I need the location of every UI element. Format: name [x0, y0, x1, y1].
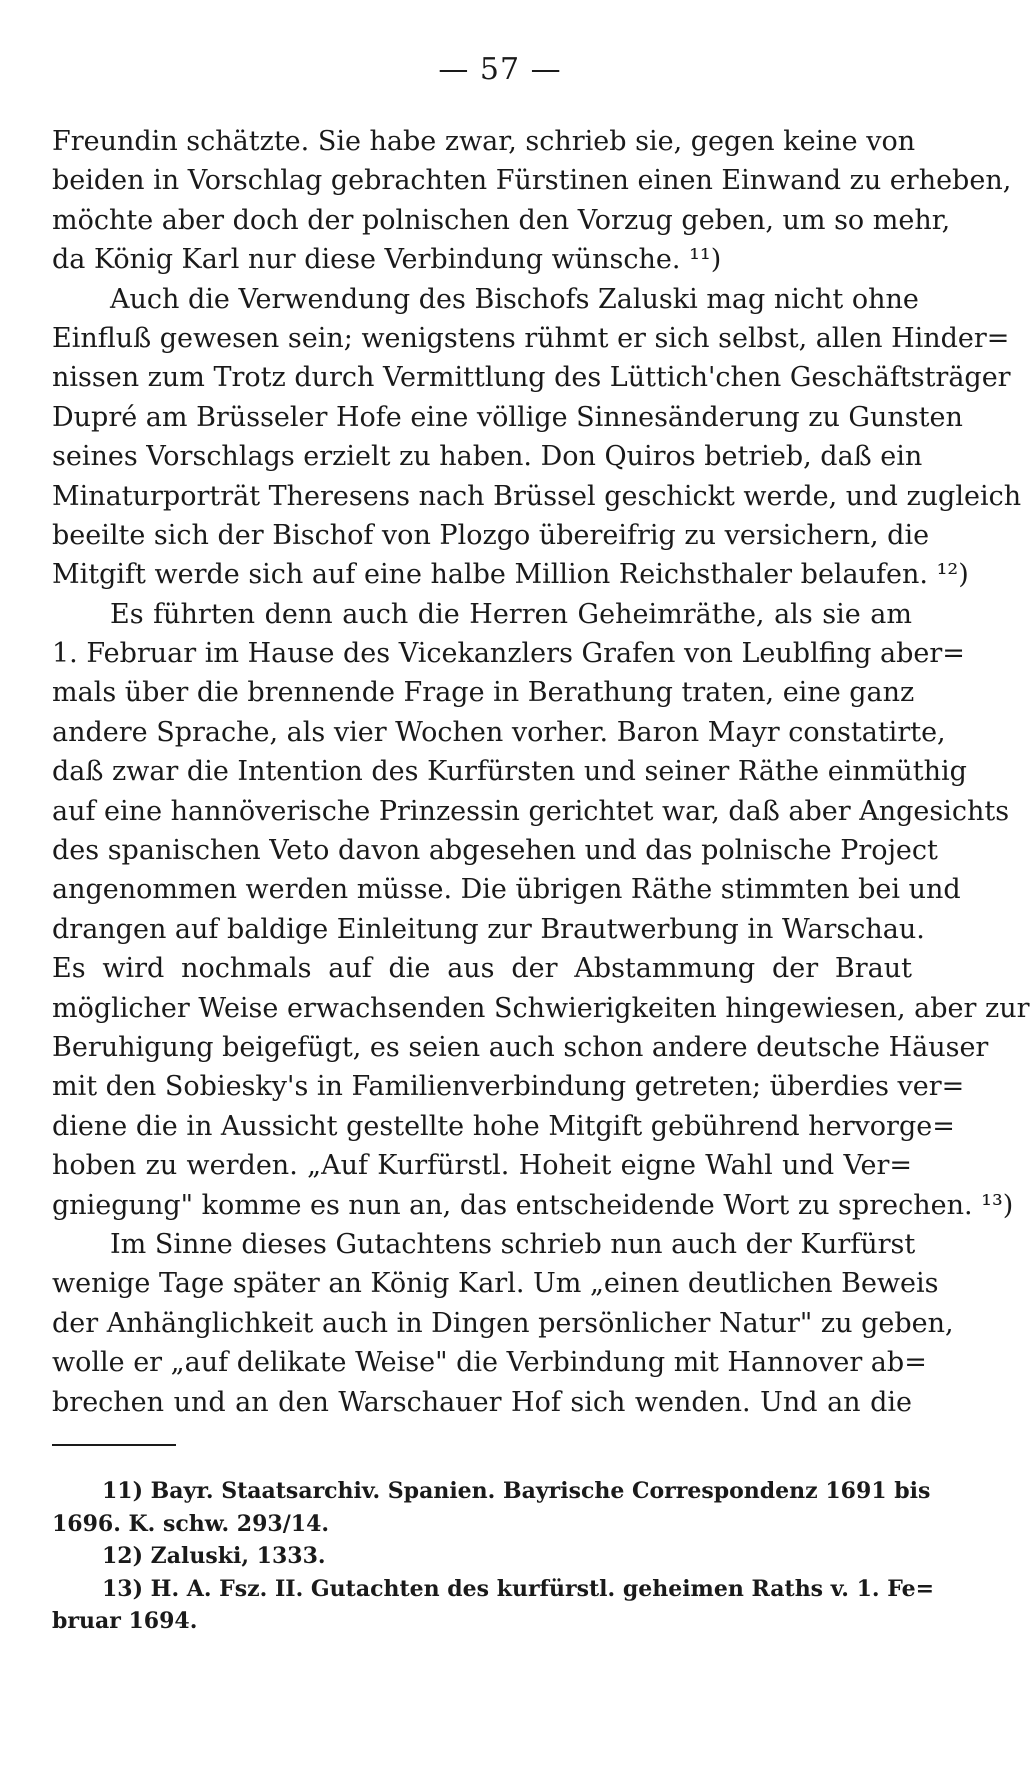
- footnote-line: 11) Bayr. Staatsarchiv. Spanien. Bayrische Correspondenz 1691 bis: [102, 1478, 931, 1504]
- footnote-divider: [52, 1444, 176, 1446]
- text-line: Im Sinne dieses Gutachtens schrieb nun auch der Kurfürst: [110, 1228, 916, 1260]
- text-line: möglicher Weise erwachsenden Schwierigkeiten hingewiesen, aber zur: [52, 992, 1030, 1024]
- footnote-line: 1696. K. schw. 293/14.: [52, 1510, 330, 1537]
- text-line: Auch die Verwendung des Bischofs Zaluski mag nicht ohne: [110, 283, 919, 315]
- text-line: hoben zu werden. „Auf Kurfürstl. Hoheit eigne Wahl und Ver=: [52, 1150, 912, 1182]
- text-line: nissen zum Trotz durch Vermittlung des Lüttich'chen Geschäftsträger: [52, 362, 1011, 394]
- text-line: auf eine hannöverische Prinzessin gerichtet war, daß aber Angesichts: [52, 795, 1010, 827]
- text-line: 1. Februar im Hause des Vicekanzlers Grafen von Leublfing aber=: [52, 638, 965, 670]
- text-line: mals über die brennende Frage in Berathung traten, eine ganz: [52, 677, 915, 709]
- text-line: seines Vorschlags erzielt zu haben. Don Quiros betrieb, daß ein: [52, 441, 923, 473]
- text-line: wenige Tage später an König Karl. Um „einen deutlichen Beweis: [52, 1268, 939, 1300]
- text-line: Einfluß gewesen sein; wenigstens rühmt er sich selbst, allen Hinder=: [52, 322, 1010, 354]
- text-line: wolle er „auf delikate Weise" die Verbindung mit Hannover ab=: [52, 1347, 927, 1379]
- text-line: angenommen werden müsse. Die übrigen Räthe stimmten bei und: [52, 874, 961, 906]
- text-line: diene die in Aussicht gestellte hohe Mitgift gebührend hervorge=: [52, 1110, 955, 1142]
- footnote-line: bruar 1694.: [52, 1608, 198, 1635]
- text-line: Mitgift werde sich auf eine halbe Million Reichsthaler belaufen. ¹²): [52, 559, 969, 591]
- text-line: gniegung" komme es nun an, das entscheidende Wort zu sprechen. ¹³): [52, 1189, 1014, 1221]
- text-line: daß zwar die Intention des Kurfürsten und seiner Räthe einmüthig: [52, 756, 967, 788]
- footnotes: [52, 1475, 935, 1638]
- text-line: Dupré am Brüsseler Hofe eine völlige Sinnesänderung zu Gunsten: [52, 401, 963, 433]
- text-line: drangen auf baldige Einleitung zur Brautwerbung in Warschau.: [52, 913, 925, 945]
- text-line: brechen und an den Warschauer Hof sich wenden. Und an die: [52, 1386, 912, 1418]
- text-line: der Anhänglichkeit auch in Dingen persönlicher Natur" zu geben,: [52, 1307, 954, 1339]
- footnote-line: 12) Zaluski, 1333.: [102, 1543, 326, 1570]
- text-line: Es führten denn auch die Herren Geheimräthe, als sie am: [110, 598, 912, 630]
- body-text: [52, 122, 1030, 1422]
- footnote-line: 13) H. A. Fsz. II. Gutachten des kurfürstl. geheimen Raths v. 1. Fe=: [102, 1575, 935, 1602]
- text-line: Minaturporträt Theresens nach Brüssel geschickt werde, und zugleich: [52, 480, 1022, 512]
- text-line: andere Sprache, als vier Wochen vorher. Baron Mayr constatirte,: [52, 716, 946, 748]
- text-line: möchte aber doch der polnischen den Vorzug geben, um so mehr,: [52, 204, 951, 236]
- text-line: mit den Sobiesky's in Familienverbindung getreten; überdies ver=: [52, 1071, 965, 1103]
- text-line: Beruhigung beigefügt, es seien auch schon andere deutsche Häuser: [52, 1031, 989, 1063]
- text-line: beiden in Vorschlag gebrachten Fürstinen einen Einwand zu erheben,: [52, 165, 1012, 197]
- text-line: Es wird nochmals auf die aus der Abstammung der Braut: [52, 953, 912, 985]
- text-line: beeilte sich der Bischof von Plozgo übereifrig zu versichern, die: [52, 519, 930, 551]
- text-line: Freundin schätzte. Sie habe zwar, schrieb sie, gegen keine von: [52, 126, 916, 157]
- text-line: des spanischen Veto davon abgesehen und das polnische Project: [52, 835, 938, 867]
- text-line: da König Karl nur diese Verbindung wünsche. ¹¹): [52, 244, 722, 276]
- page-number: — 57 —: [438, 52, 562, 87]
